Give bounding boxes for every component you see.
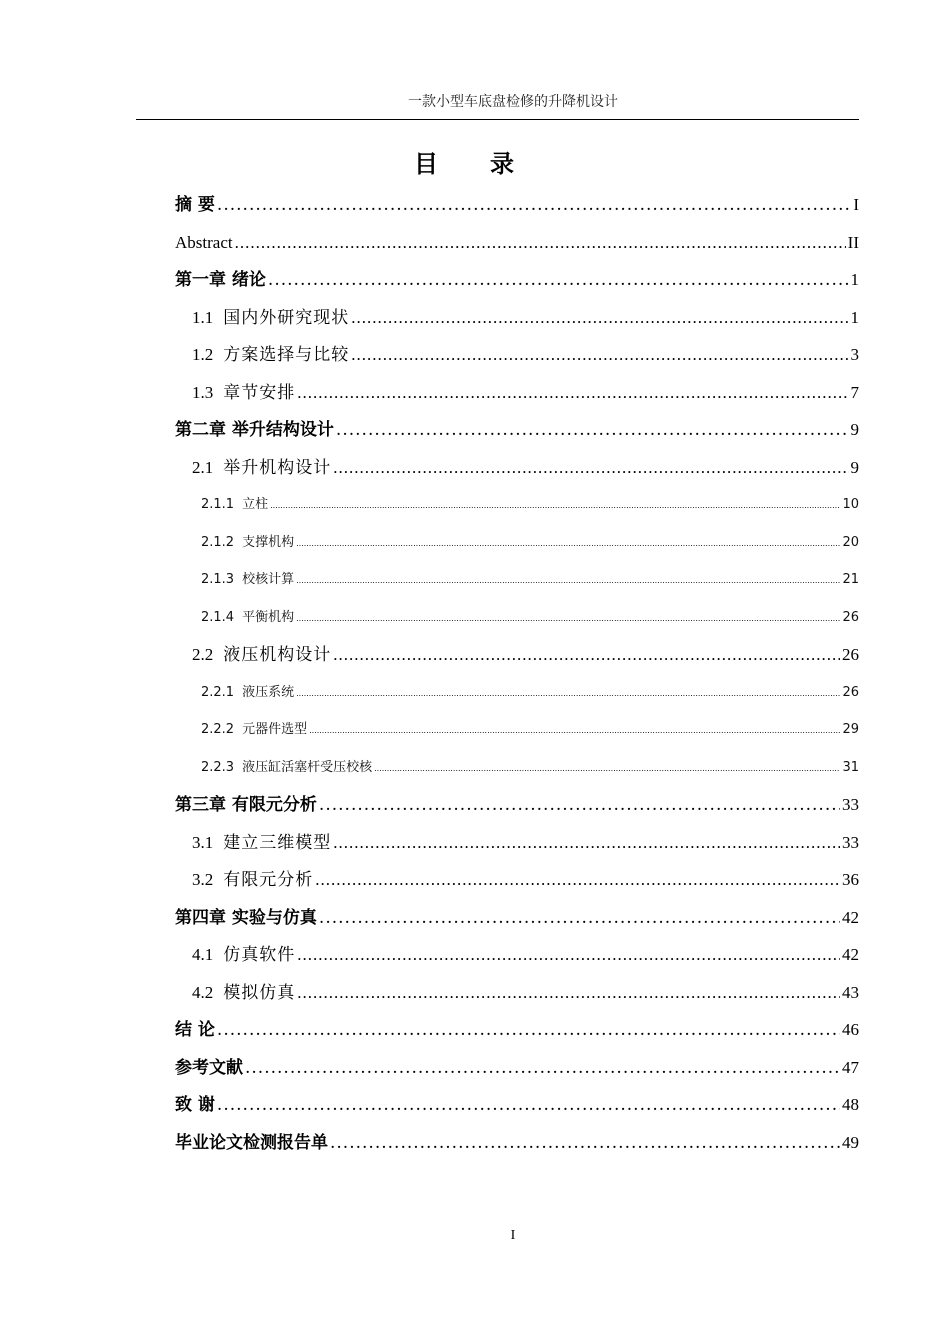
toc-entry-number: 3.2 [192, 870, 214, 889]
toc-entry-page: II [847, 232, 859, 252]
toc-dot-leader [333, 828, 840, 858]
toc-entry[interactable] [175, 528, 859, 566]
toc-entry-page: I [853, 195, 859, 214]
toc-entry-page: 26 [842, 645, 859, 664]
toc-dot-leader [336, 415, 849, 445]
toc-entry-label: 液压系统 [242, 684, 295, 700]
toc-entry-number: 1.3 [192, 382, 214, 402]
toc-dot-leader [268, 265, 849, 295]
toc-title: 目录 [414, 150, 566, 178]
toc-entry-label: 元器件选型 [242, 722, 308, 737]
toc-entry-number: 4.2 [192, 982, 214, 1002]
toc-entry-number: 2.2.3 [201, 759, 235, 775]
toc-entry-label: 方案选择与比较 [223, 345, 350, 364]
toc-entry-page: 42 [842, 907, 859, 927]
toc-entry-page: 47 [842, 1057, 859, 1077]
toc-entry[interactable] [175, 228, 859, 266]
toc-entry-label: 国内外研究现状 [223, 307, 350, 327]
toc-entry[interactable] [175, 1128, 859, 1166]
toc-entry-page: 21 [842, 572, 859, 587]
header-divider [136, 119, 859, 120]
toc-dot-leader [351, 340, 848, 370]
toc-dot-leader [235, 228, 846, 258]
toc-entry-label: 模拟仿真 [223, 982, 296, 1002]
toc-entry-label: 第四章 实验与仿真 [175, 907, 317, 928]
toc-entry[interactable] [175, 940, 859, 978]
toc-entry[interactable] [175, 978, 859, 1016]
toc-entry-page: 33 [842, 795, 859, 814]
toc-dot-leader [217, 190, 851, 220]
toc-entry[interactable] [175, 415, 859, 453]
toc-entry[interactable] [175, 903, 859, 941]
toc-entry[interactable] [175, 715, 859, 753]
toc-entry-page: 26 [842, 609, 859, 625]
toc-dot-leader [297, 940, 840, 970]
toc-entry-label: 举升机构设计 [223, 457, 332, 477]
toc-dot-leader [245, 1053, 840, 1083]
toc-entry[interactable] [175, 378, 859, 416]
toc-entry-page: 31 [842, 759, 859, 775]
toc-dot-leader [333, 640, 840, 670]
toc-entry-number: 2.1.2 [201, 534, 235, 550]
toc-entry-number: 2.2.2 [201, 722, 235, 737]
table-of-contents [175, 190, 859, 1165]
toc-dot-leader [297, 978, 840, 1008]
toc-entry-page: 1 [850, 307, 859, 327]
toc-entry-page: 49 [842, 1132, 859, 1152]
toc-entry-label: 章节安排 [223, 382, 296, 402]
toc-entry-label: 第一章 绪论 [175, 270, 266, 290]
toc-entry[interactable] [175, 1053, 859, 1091]
toc-entry-number: 3.1 [192, 832, 214, 852]
toc-entry-page: 1 [850, 270, 859, 289]
toc-entry-page: 33 [842, 832, 859, 852]
toc-entry-label: 摘 要 [175, 195, 215, 215]
toc-entry[interactable] [175, 603, 859, 641]
toc-dot-leader [296, 678, 840, 709]
toc-dot-leader [333, 453, 848, 483]
toc-dot-leader [309, 715, 840, 746]
toc-entry[interactable] [175, 753, 859, 791]
page-number: I [510, 1228, 516, 1243]
toc-dot-leader [296, 528, 840, 559]
toc-dot-leader [217, 1090, 840, 1120]
toc-dot-leader [374, 753, 840, 784]
toc-entry-number: 1.1 [192, 307, 214, 327]
toc-entry[interactable] [175, 190, 859, 228]
toc-entry-number: 4.1 [192, 945, 214, 964]
toc-entry-label: 液压机构设计 [223, 645, 332, 664]
toc-entry-label: 致 谢 [175, 1095, 215, 1115]
toc-entry-label: 有限元分析 [223, 870, 314, 889]
toc-dot-leader [319, 790, 840, 820]
toc-entry-label: 液压缸活塞杆受压校核 [242, 759, 373, 775]
toc-entry[interactable] [175, 865, 859, 903]
toc-entry-number: 2.1.4 [201, 609, 235, 625]
toc-entry-page: 29 [842, 722, 859, 737]
toc-entry-page: 9 [850, 457, 859, 477]
toc-entry-page: 7 [850, 382, 859, 402]
toc-entry[interactable] [175, 1090, 859, 1128]
toc-entry-number: 1.2 [192, 345, 214, 364]
toc-entry-label: 毕业论文检测报告单 [175, 1132, 328, 1153]
toc-entry-label: 第二章 举升结构设计 [175, 420, 334, 440]
toc-entry-label: Abstract [175, 232, 233, 252]
toc-entry-page: 48 [842, 1095, 859, 1114]
toc-entry[interactable] [175, 640, 859, 678]
toc-entry-label: 参考文献 [175, 1057, 243, 1078]
toc-entry[interactable] [175, 265, 859, 303]
toc-entry-number: 2.2.1 [201, 684, 235, 700]
toc-entry-number: 2.1.3 [201, 572, 235, 587]
toc-entry-page: 46 [842, 1020, 859, 1039]
toc-entry-page: 26 [842, 684, 859, 700]
running-header: 一款小型车底盘检修的升降机设计 [408, 94, 618, 110]
toc-entry[interactable] [175, 828, 859, 866]
toc-dot-leader [315, 865, 840, 895]
toc-entry-page: 43 [842, 982, 859, 1002]
toc-entry[interactable] [175, 490, 859, 528]
toc-entry-page: 42 [842, 945, 859, 964]
toc-entry[interactable] [175, 678, 859, 716]
toc-entry[interactable] [175, 1015, 859, 1053]
toc-entry-label: 立柱 [242, 497, 269, 512]
toc-dot-leader [296, 603, 840, 634]
toc-entry-page: 3 [850, 345, 859, 364]
toc-entry-label: 建立三维模型 [223, 832, 332, 852]
toc-entry[interactable] [175, 790, 859, 828]
toc-entry-label: 平衡机构 [242, 609, 295, 625]
toc-dot-leader [217, 1015, 840, 1045]
toc-entry-number: 2.1 [192, 457, 214, 477]
toc-dot-leader [297, 378, 848, 408]
toc-entry-number: 2.1.1 [201, 497, 235, 512]
toc-entry-label: 仿真软件 [223, 945, 296, 964]
toc-dot-leader [351, 303, 848, 333]
toc-dot-leader [270, 490, 840, 521]
toc-entry-label: 第三章 有限元分析 [175, 795, 317, 815]
toc-entry-label: 校核计算 [242, 572, 295, 587]
toc-entry[interactable] [175, 565, 859, 603]
toc-entry-number: 2.2 [192, 645, 214, 664]
toc-entry-page: 36 [842, 870, 859, 889]
toc-entry[interactable] [175, 453, 859, 491]
toc-entry-label: 结 论 [175, 1020, 215, 1040]
toc-entry-label: 支撑机构 [242, 534, 295, 550]
toc-entry-page: 20 [842, 534, 859, 550]
toc-entry-page: 9 [850, 420, 859, 439]
toc-entry-page: 10 [842, 497, 859, 512]
toc-dot-leader [319, 903, 840, 933]
toc-dot-leader [296, 565, 840, 596]
toc-dot-leader [330, 1128, 840, 1158]
toc-entry[interactable] [175, 340, 859, 378]
toc-entry[interactable] [175, 303, 859, 341]
